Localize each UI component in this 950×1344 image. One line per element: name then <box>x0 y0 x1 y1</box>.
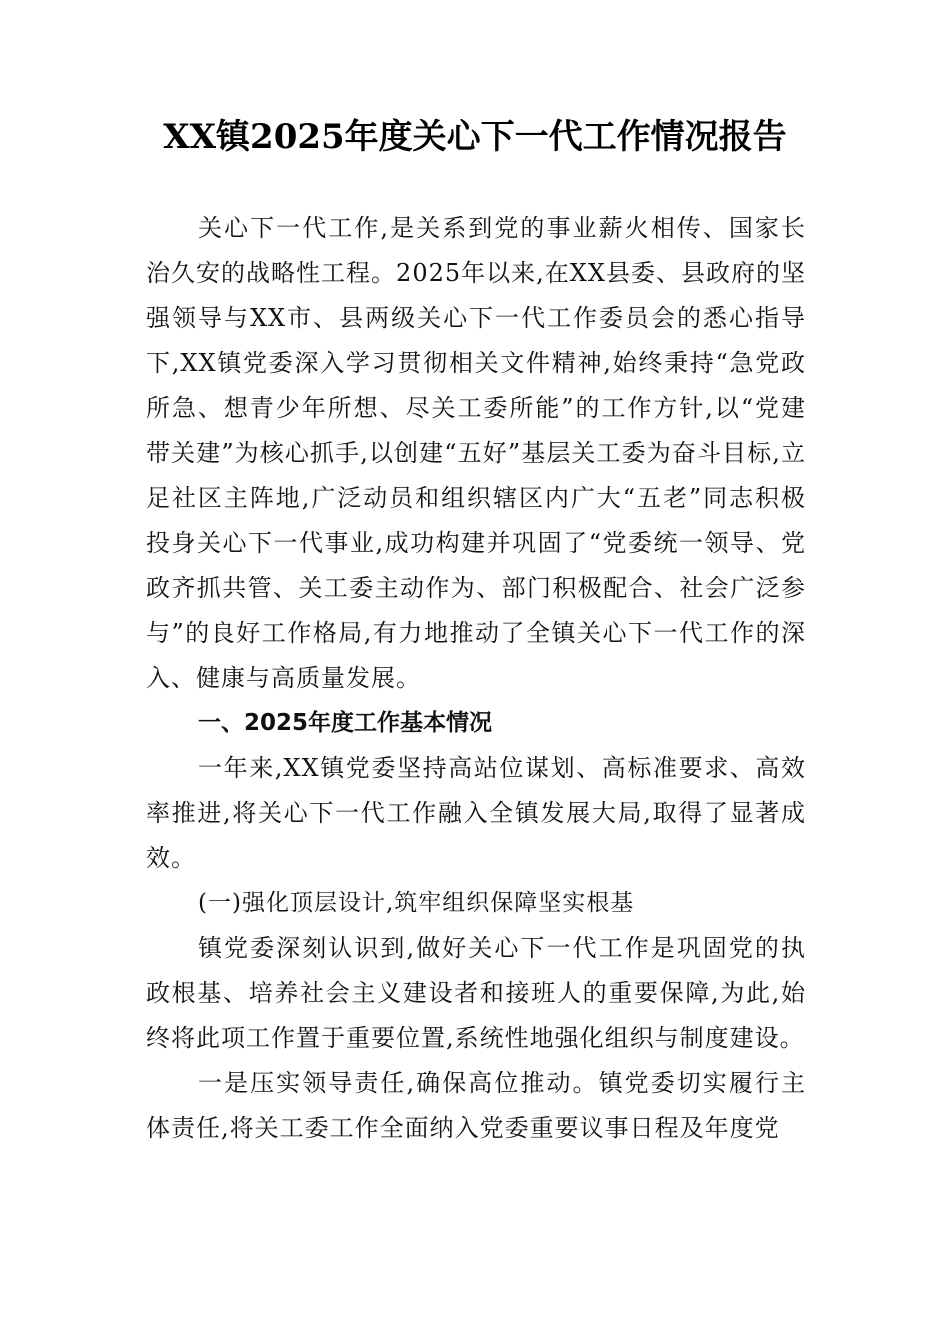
section-paragraph: 一年来,XX镇党委坚持高站位谋划、高标准要求、高效率推进,将关心下一代工作融入全镇发展大局,取得了显著成效。 <box>146 754 806 872</box>
document-title: XX镇2025年度关心下一代工作情况报告 <box>163 117 787 157</box>
subsection-heading: (一)强化顶层设计,筑牢组织保障坚实根基 <box>198 890 635 916</box>
section-heading: 一、2025年度工作基本情况 <box>198 710 493 736</box>
subsection-paragraph: 镇党委深刻认识到,做好关心下一代工作是巩固党的执政根基、培养社会主义建设者和接班人的重要保障,为此,始终将此项工作置于重要位置,系统性地强化组织与制度建设。 <box>146 934 806 1052</box>
intro-paragraph: 关心下一代工作,是关系到党的事业薪火相传、国家长治久安的战略性工程。2025年以来,在XX县委、县政府的坚强领导与XX市、县两级关心下一代工作委员会的悉心指导下,XX镇党委深入学习贯彻相关文件精神,始终秉持“急党政所急、想青少年所想、尽关工委所能”的工作方针,以“党建带关建”为核心抓手,以创建“五好”基层关工委为奋斗目标,立足社区主阵地,广泛动员和组织辖区内广大“五老”同志积极投身关心下一代事业,成功构建并巩固了“党委统一领导、党政齐抓共管、关工委主动作为、部门积极配合、社会广泛参与”的良好工作格局,有力地推动了全镇关心下一代工作的深入、健康与高质量发展。 <box>146 214 806 692</box>
point-paragraph: 一是压实领导责任,确保高位推动。镇党委切实履行主体责任,将关工委工作全面纳入党委重要议事日程及年度党 <box>146 1069 806 1142</box>
document-body <box>146 206 806 1151</box>
